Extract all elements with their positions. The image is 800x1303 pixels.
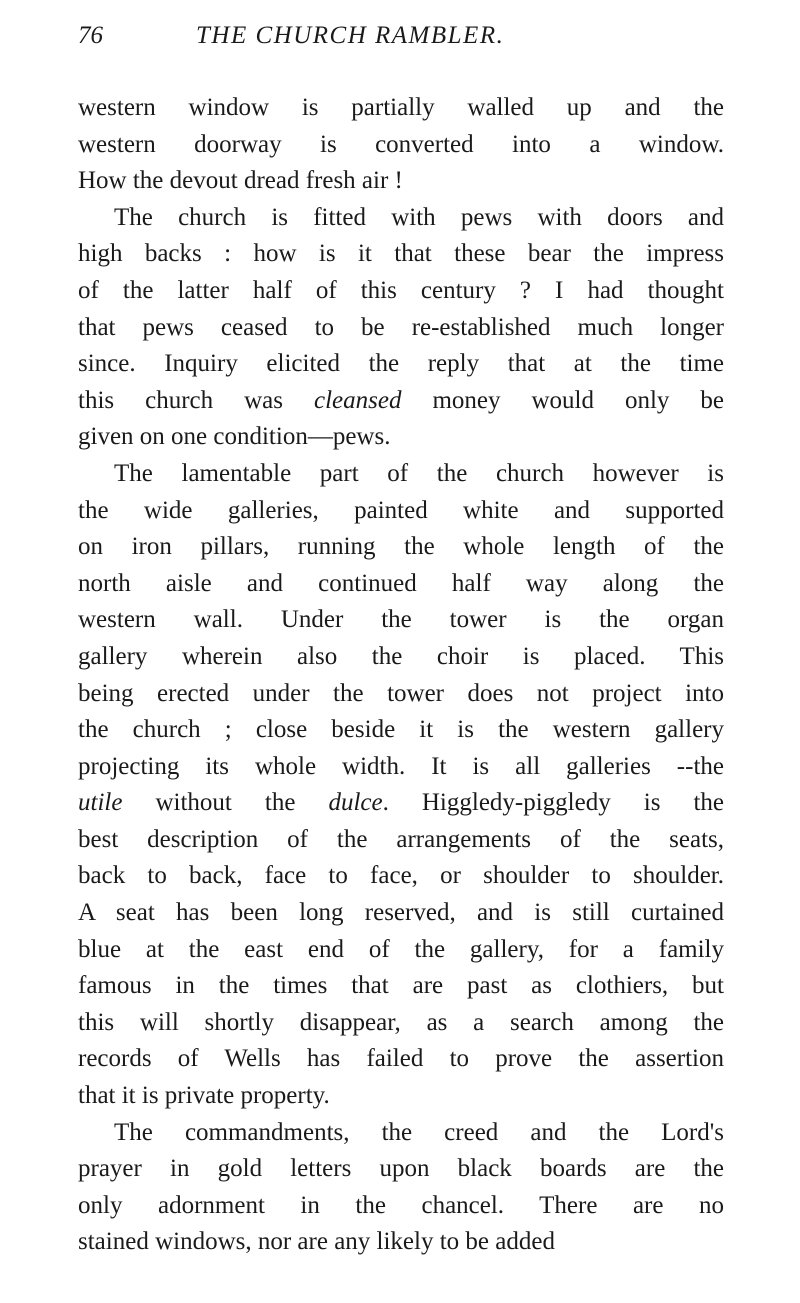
text-line: western wall. Under the tower is the organ [78, 606, 724, 634]
text-line: projecting its whole width. It is all galleries --the [78, 752, 724, 780]
text-line: the wide galleries, painted white and supported [78, 496, 724, 524]
text-line: prayer in gold letters upon black boards are the [78, 1155, 724, 1183]
text-line: The church is fitted with pews with doors and [114, 203, 724, 231]
text-line: that it is private property. [78, 1082, 330, 1110]
text-line: stained windows, nor are any likely to be added [78, 1228, 555, 1256]
text-line: famous in the times that are past as clothiers, but [78, 972, 724, 1000]
text-line: A seat has been long reserved, and is still curtained [78, 899, 724, 927]
paragraph [78, 1115, 724, 1261]
text-line: this will shortly disappear, as a search among the [78, 1008, 724, 1036]
text-line: the church ; close beside it is the western gallery [78, 716, 724, 744]
text-line: gallery wherein also the choir is placed. This [78, 642, 724, 670]
text-line: given on one condition—pews. [78, 423, 391, 451]
text-line: back to back, face to face, or shoulder to shoulder. [78, 862, 724, 890]
page-number: 76 [78, 22, 103, 49]
text-line: records of Wells has failed to prove the assertion [78, 1045, 724, 1073]
text-line: best description of the arrangements of the seats, [78, 825, 724, 853]
text-line: western doorway is converted into a window. [78, 130, 724, 158]
paragraph [78, 90, 724, 200]
text-line: north aisle and continued half way along the [78, 569, 724, 597]
text-line: on iron pillars, running the whole length of the [78, 533, 724, 561]
text-line: only adornment in the chancel. There are no [78, 1191, 724, 1219]
paragraph [78, 456, 724, 1115]
paragraph [78, 200, 724, 456]
page-header [78, 22, 724, 58]
text-line: How the devout dread fresh air ! [78, 167, 403, 195]
text-line: this church was cleansed money would only be [78, 386, 724, 414]
text-line: western window is partially walled up and the [78, 94, 724, 121]
text-line: utile without the dulce. Higgledy-piggledy is the [78, 789, 724, 817]
text-line: being erected under the tower does not project into [78, 679, 724, 707]
text-line: since. Inquiry elicited the reply that at the time [78, 350, 724, 378]
text-line: The lamentable part of the church however is [114, 459, 724, 487]
text-line: The commandments, the creed and the Lord's [114, 1118, 724, 1146]
text-line: high backs : how is it that these bear the impress [78, 240, 724, 268]
body-text [78, 90, 724, 1261]
text-line: blue at the east end of the gallery, for a family [78, 935, 724, 963]
text-line: that pews ceased to be re-established much longer [78, 313, 724, 341]
text-line: of the latter half of this century ? I had thought [78, 276, 724, 304]
running-title: THE CHURCH RAMBLER. [196, 22, 505, 49]
